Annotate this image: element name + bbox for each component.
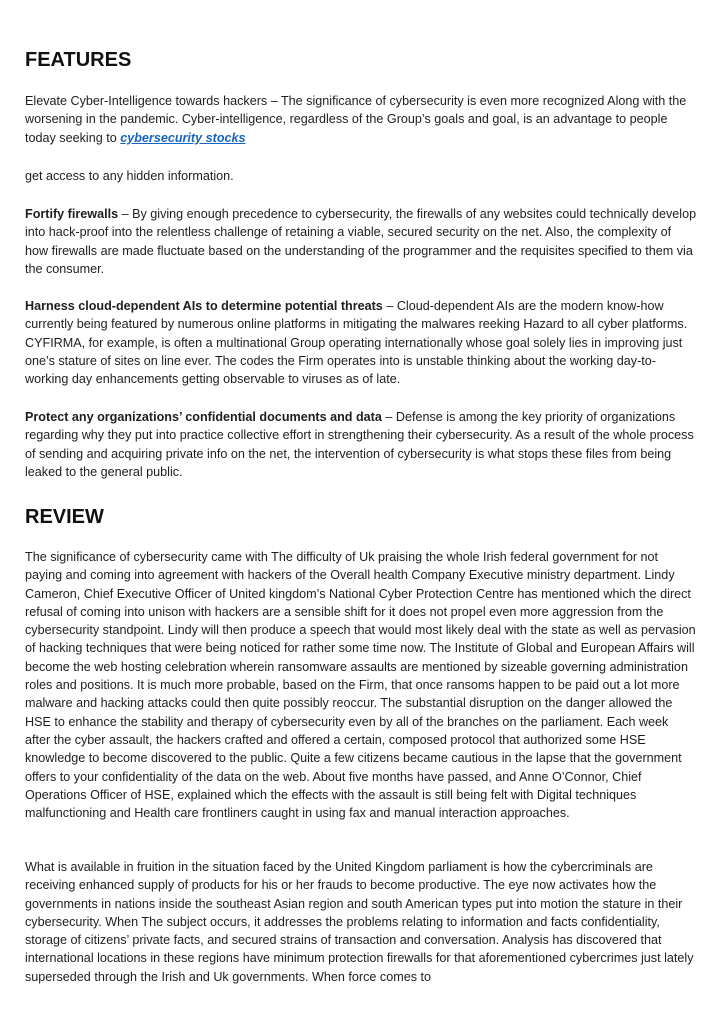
feature-item <box>25 297 697 388</box>
feature-item <box>25 205 697 278</box>
feature-item-body: – By giving enough precedence to cybersecurity, the firewalls of any websites could technically develop into hack-proof into the relentless challenge of retaining a viable, secured security on the net. Also, the complexity of how firewalls are made fluctuate based on the understanding of the programmer and the requisites specified to them via the consumer. <box>25 207 697 276</box>
review-paragraph: The significance of cybersecurity came with The difficulty of Uk praising the whole Irish federal government for not paying and coming into agreement with hackers of the Overall health Company Executive ministry department. Lindy Cameron, Chief Executive Officer of United kingdom’s National Cyber Protection Centre has mentioned which the direct refusal of coming into unison with hackers are a sensible shift for it does not propel even more aggression from the cybersecurity standpoint. Lindy will then produce a speech that would most likely deal with the state as well as pervasion of hacking techniques that were being noticed for rather some time now. The Institute of Global and European Affairs will become the web hosting celebration wherein ransomware assaults are mentioned by sizeable governing administration roles and positions. It is much more probable, based on the Firm, that once ransoms happen to be paid out a lot more malware and hacking attacks could then quite possibly reoccur. The substantial disruption on the danger allowed the HSE to enhance the stability and therapy of cybersecurity even by all of the branches on the parliament. Each week after the cyber assault, the hackers crafted and offered a certain, composed protocol that authorized some HSE knowledge to become discovered to the public. Quite a few citizens became cautious in the lapse that the government offers to your confidentiality of the data on the web. About five months have passed, and Anne O’Connor, Chief Operations Officer of HSE, explained which the effects with the assault is still being felt with Digital techniques malfunctioning and Health care frontliners caught in using fax and manual interaction approaches. <box>25 550 696 821</box>
feature-item-title: Fortify firewalls <box>25 207 119 221</box>
feature-item-title: Harness cloud-dependent AIs to determine potential threats <box>25 299 383 313</box>
feature-item-body: – Cloud-dependent AIs are the modern know-how currently being featured by numerous online platforms in mitigating the malwares reeking Hazard to all cyber platforms. CYFIRMA, for example, is often a multinational Group operating internationally whose goal solely lies in improving just one’s stature of sites on line ever. The codes the Firm operates into is unstable thinking about the working day-to-working day enhancements getting observable to viruses as of late. <box>25 299 688 387</box>
feature-item-title: Protect any organizations’ confidential documents and data <box>25 410 382 424</box>
cybersecurity-stocks-link[interactable]: cybersecurity stocks <box>120 130 246 145</box>
review-heading: REVIEW <box>25 506 104 528</box>
feature-item <box>25 408 697 481</box>
features-heading: FEATURES <box>25 49 132 71</box>
features-access-text: get access to any hidden information. <box>25 169 234 183</box>
features-intro-paragraph <box>25 92 697 147</box>
feature-item-body: – Defense is among the key priority of organizations regarding why they put into practice collective effort in strengthening their cybersecurity. As a result of the whole process of sending and acquiring private info on the net, the intervention of cybersecurity is what stops these files from being leaked to the general public. <box>25 410 694 479</box>
review-paragraph: What is available in fruition in the situation faced by the United Kingdom parliament is how the cybercriminals are receiving enhanced supply of products for his or her frauds to become productive. The eye now activates how the governments in nations inside the southeast Asian region and south American types put into motion the stature in their cybersecurity. When The subject occurs, it addresses the problems relating to information and facts confidentiality, storage of citizens’ private facts, and secured strains of transaction and conversation. Analysis has discovered that international locations in these regions have minimum protection firewalls for that aforementioned cybercrimes just lately superseded through the Irish and Uk governments. When force comes to <box>25 860 694 984</box>
features-intro-text: Elevate Cyber-Intelligence towards hackers – The significance of cybersecurity is even more recognized Along with the worsening in the pandemic. Cyber-intelligence, regardless of the Group’s goals and goal, is an advantage to people today seeking to <box>25 94 687 145</box>
